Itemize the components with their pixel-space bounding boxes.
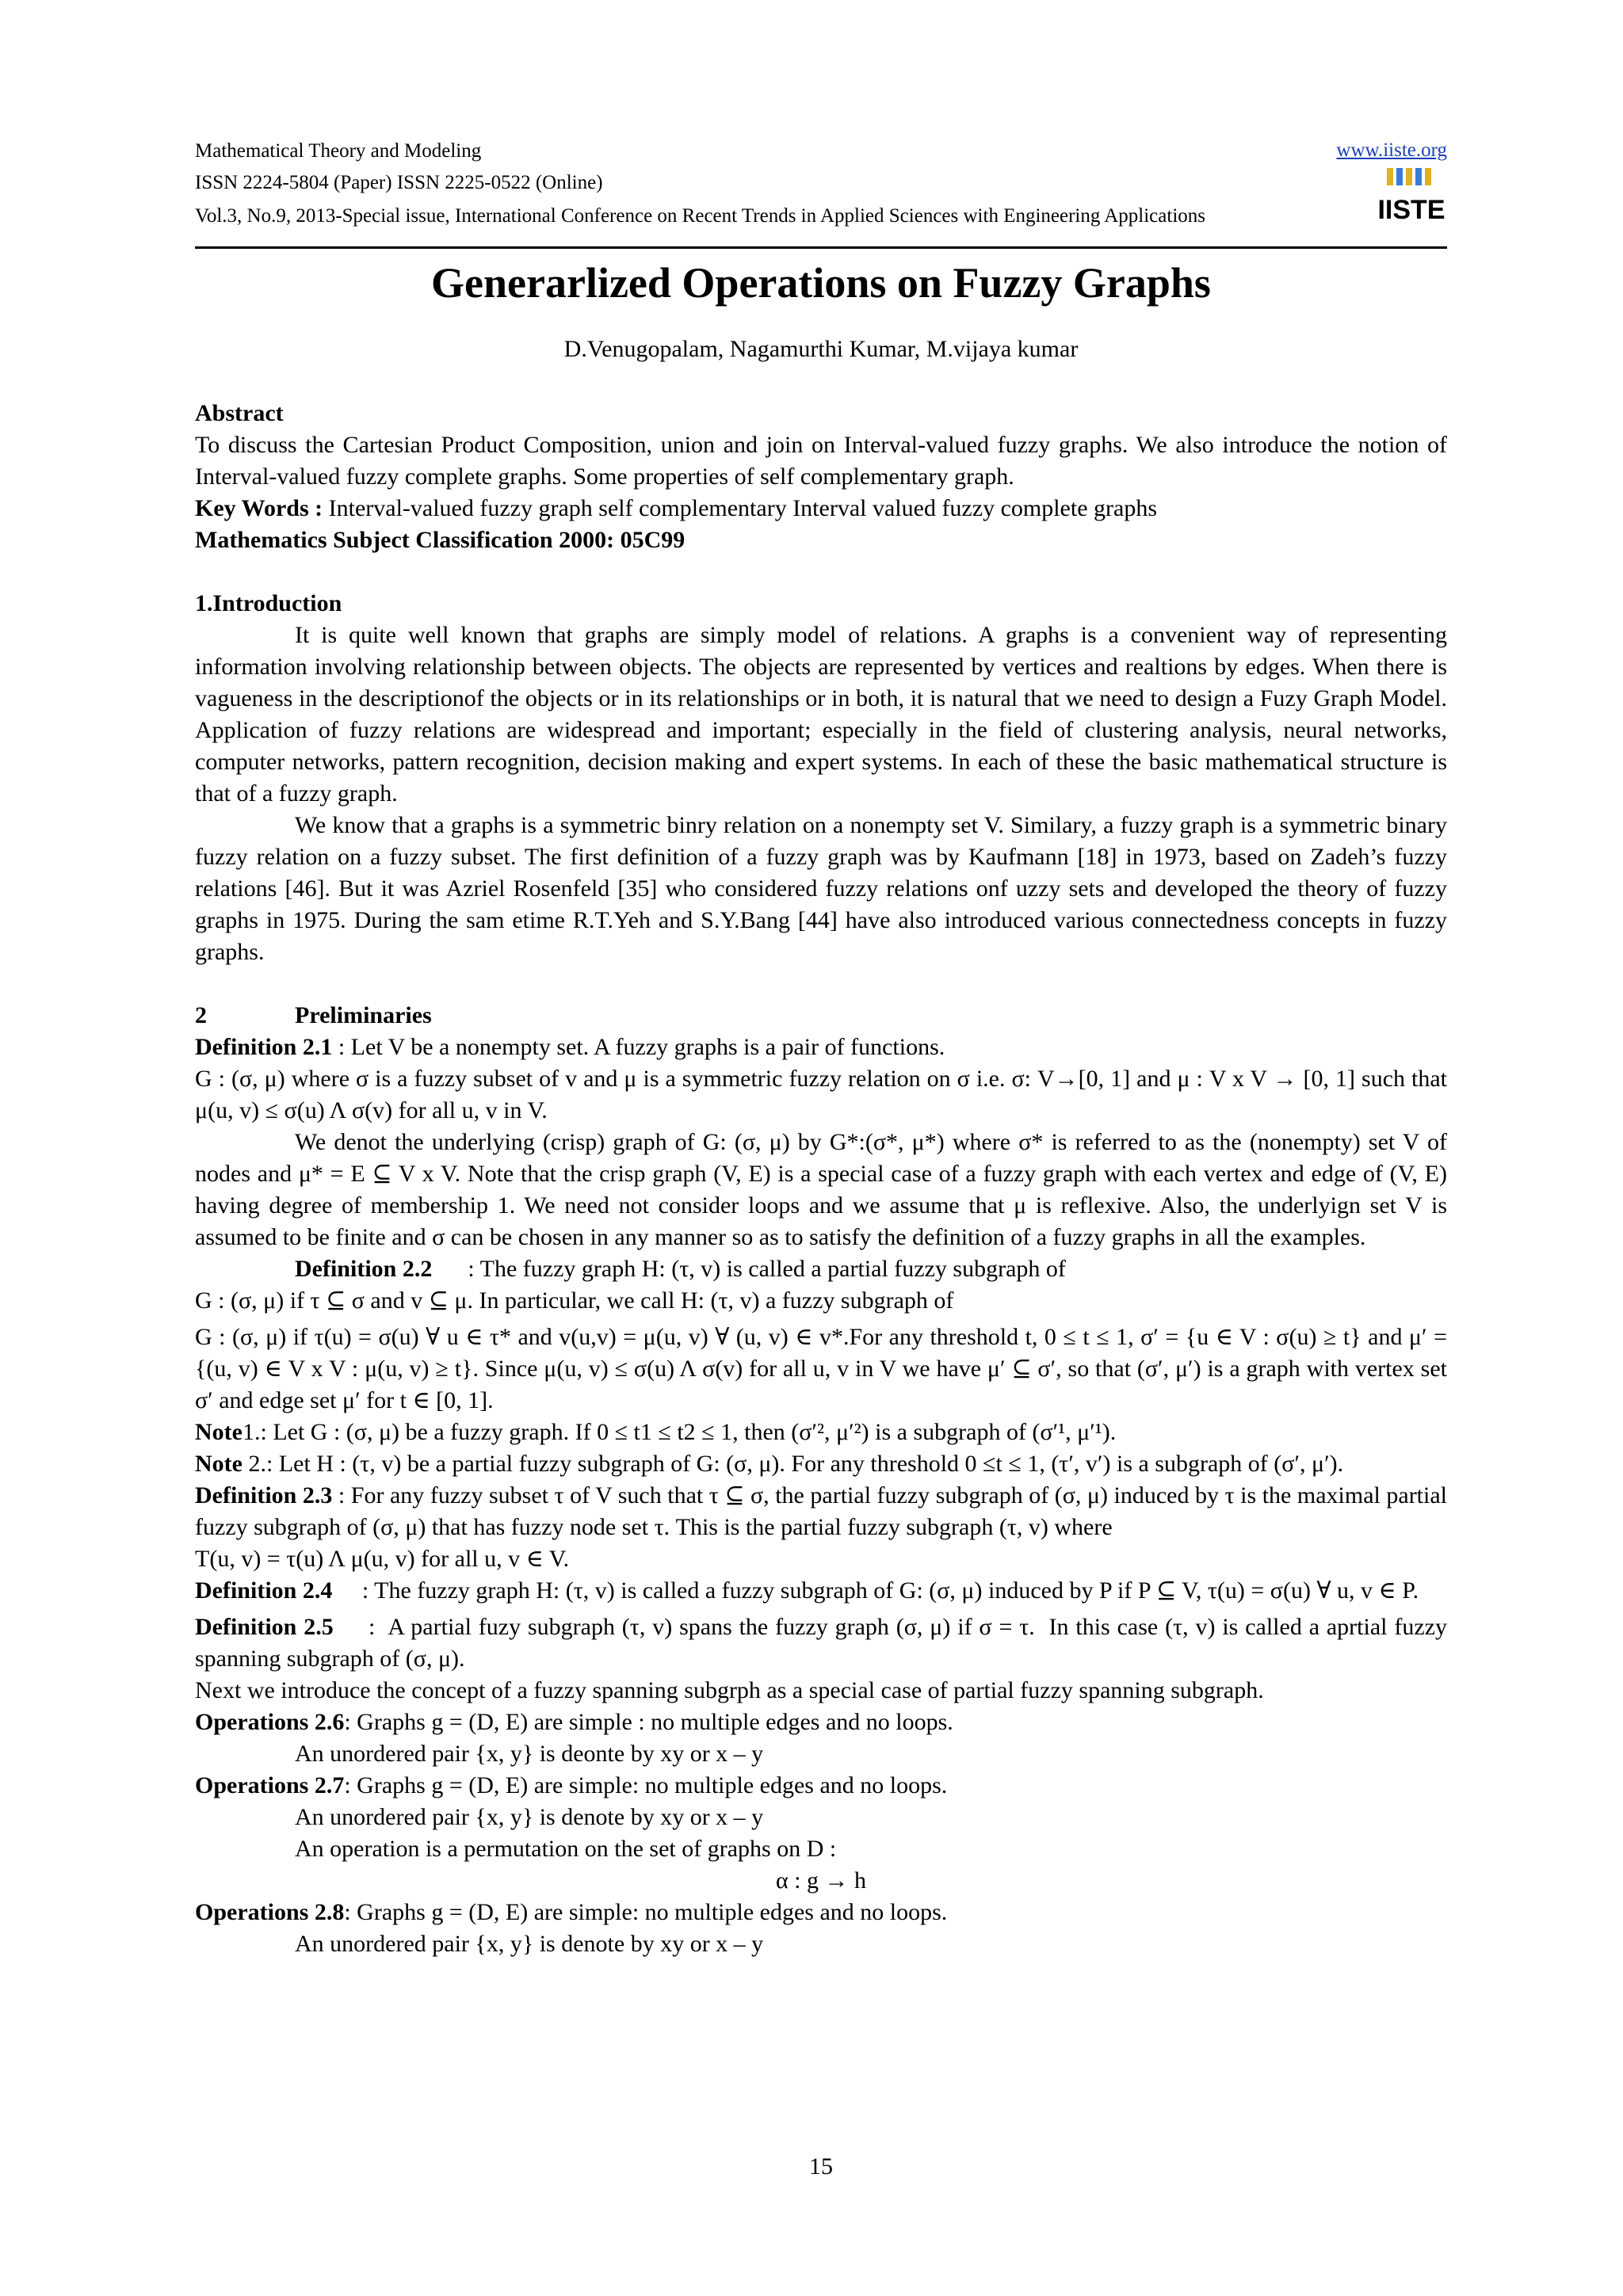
note-1: Note1.: Let G : (σ, μ) be a fuzzy graph. If 0 ≤ t1 ≤ t2 ≤ 1, then (σ′², μ′²) is a subgraph of (σ′¹, μ′¹). [195, 1419, 1117, 1445]
svg-text:IISTE: IISTE [1377, 195, 1445, 225]
section-title: Preliminaries [295, 1002, 432, 1028]
definition-2-1: Definition 2.1 : Let V be a nonempty set. A fuzzy graphs is a pair of functions. [195, 1034, 945, 1060]
definition-2-1-body: G : (σ, μ) where σ is a fuzzy subset of v and μ is a symmetric fuzzy relation on σ i.e. σ: V→[0, 1] and μ : V x V → [0, 1] such that μ(u, v) ≤ σ(u) Λ σ(v) for all u, v in V. [195, 1066, 1447, 1123]
journal-name: Mathematical Theory and Modeling [195, 140, 482, 162]
operations-2-8: Operations 2.8: Graphs g = (D, E) are simple: no multiple edges and no loops. [195, 1899, 948, 1925]
author-list: D.Venugopalam, Nagamurthi Kumar, M.vijaya kumar [563, 336, 1079, 362]
abstract-text: To discuss the Cartesian Product Composition, union and join on Interval-valued fuzzy graphs. We also introduce the notion of Interval-valued fuzzy complete graphs. Some properties of self complementary graph. [195, 432, 1447, 490]
intro-paragraph-2: We know that a graphs is a symmetric binry relation on a nonempty set V. Similary, a fuzzy graph is a symmetric binary fuzzy relation on a fuzzy subset. The first definition of a fuzzy graph was by Kaufmann [18] in 1973, based on Zadeh’s fuzzy relations [46]. But it was Azriel Rosenfeld [35] who considered fuzzy relations onf uzzy sets and developed the theory of fuzzy graphs in 1975. During the sam etime R.T.Yeh and S.Y.Bang [44] have also introduced various connectedness concepts in fuzzy graphs. [195, 812, 1447, 965]
issn-line: ISSN 2224-5804 (Paper) ISSN 2225-0522 (Online) [195, 172, 603, 193]
page-number: 15 [809, 2153, 833, 2180]
iiste-logo [1377, 166, 1445, 228]
abstract-heading: Abstract [195, 400, 284, 426]
operations-2-6-pair: An unordered pair {x, y} is deonte by xy or x – y [295, 1741, 764, 1767]
next-paragraph: Next we introduce the concept of a fuzzy spanning subgrph as a special case of partial fuzzy spanning subgraph. [195, 1677, 1264, 1703]
operations-2-7-permutation: An operation is a permutation on the set of graphs on D : [295, 1836, 837, 1862]
intro-heading: 1.Introduction [195, 590, 342, 616]
header-rule [195, 246, 1447, 249]
volume-line: Vol.3, No.9, 2013-Special issue, International Conference on Recent Trends in Applied Sciences with Engineering Applications [195, 205, 1205, 227]
definition-2-5: Definition 2.5 : A partial fuzy subgraph (τ, v) spans the fuzzy graph (σ, μ) if σ = τ. In this case (τ, v) is called a aprtial fuzzy spanning subgraph of (σ, μ). [195, 1614, 1453, 1672]
paper-body [195, 398, 1453, 1960]
definition-2-4: Definition 2.4 : The fuzzy graph H: (τ, v) is called a fuzzy subgraph of G: (σ, μ) induced by P if P ⊆ V, τ(u) = σ(u) ∀ u, v ∈ P. [195, 1577, 1419, 1604]
note-2: Note 2.: Let H : (τ, v) be a partial fuzzy subgraph of G: (σ, μ). For any threshold 0 ≤t ≤ 1, (τ′, v′) is a subgraph of (σ′, μ′). [195, 1451, 1344, 1477]
definition-2-3-equation: T(u, v) = τ(u) Λ μ(u, v) for all u, v ∈ V. [195, 1546, 570, 1572]
msc-line: Mathematics Subject Classification 2000: 05C99 [195, 527, 685, 553]
keywords-line [195, 493, 1447, 524]
operations-2-7: Operations 2.7: Graphs g = (D, E) are simple: no multiple edges and no loops. [195, 1772, 948, 1798]
keywords-text: Interval-valued fuzzy graph self complementary Interval valued fuzzy complete graphs [323, 495, 1157, 521]
paper-title: Generarlized Operations on Fuzzy Graphs [431, 259, 1211, 307]
journal-url-link[interactable]: www.iiste.org [1336, 139, 1447, 161]
definition-2-2-body-1: G : (σ, μ) if τ ⊆ σ and v ⊆ μ. In particular, we call H: (τ, v) a fuzzy subgraph of [195, 1287, 954, 1314]
operations-2-7-pair: An unordered pair {x, y} is denote by xy or x – y [295, 1804, 764, 1830]
keywords-label: Key Words : [195, 495, 323, 521]
section-number: 2 [195, 1002, 207, 1028]
prelim-heading [195, 1000, 1447, 1032]
operations-2-7-mapping: α : g → h [775, 1867, 867, 1894]
intro-paragraph-1: It is quite well known that graphs are simply model of relations. A graphs is a convenient way of representing information involving relationship between objects. The objects are represented by vertices and realtions by edges. When there is vagueness in the descriptionof the objects or in its relationships or in both, it is natural that we need to design a Fuzy Graph Model. Application of fuzzy relations are widespread and important; especially in the field of clustering analysis, neural networks, computer networks, pattern recognition, decision making and expert systems. In each of these the basic mathematical structure is that of a fuzzy graph. [195, 622, 1447, 807]
definition-2-3: Definition 2.3 : For any fuzzy subset τ of V such that τ ⊆ σ, the partial fuzzy subgraph of (σ, μ) induced by τ is the maximal partial fuzzy subgraph of (σ, μ) that has fuzzy node set τ. This is the partial fuzzy subgraph (τ, v) where [195, 1482, 1447, 1540]
definition-2-2: Definition 2.2 : The fuzzy graph H: (τ, v) is called a partial fuzzy subgraph of [295, 1256, 1066, 1282]
denote-paragraph: We denot the underlying (crisp) graph of G: (σ, μ) by G*:(σ*, μ*) where σ* is referred to as the (nonempty) set V of nodes and μ* = E ⊆ V x V. Note that the crisp graph (V, E) is a special case of a fuzzy graph with each vertex and edge of (V, E) having degree of membership 1. We need not consider loops and we assume that μ is reflexive. Also, the underlyign set V is assumed to be finite and σ can be chosen in any manner so as to satisfy the definition of a fuzzy graphs in all the examples. [195, 1129, 1447, 1250]
operations-2-8-pair: An unordered pair {x, y} is denote by xy or x – y [295, 1931, 764, 1957]
definition-2-2-body-2: G : (σ, μ) if τ(u) = σ(u) ∀ u ∈ τ* and v(u,v) = μ(u, v) ∀ (u, v) ∈ v*.For any threshold t, 0 ≤ t ≤ 1, σ′ = {u ∈ V : σ(u) ≥ t} and μ′ = {(u, v) ∈ V x V : μ(u, v) ≥ t}. Since μ(u, v) ≤ σ(u) Λ σ(v) for all u, v in V we have μ′ ⊆ σ′, so that (σ′, μ′) is a graph with vertex set σ′ and edge set μ′ for t ∈ [0, 1]. [195, 1324, 1447, 1413]
operations-2-6: Operations 2.6: Graphs g = (D, E) are simple : no multiple edges and no loops. [195, 1709, 953, 1735]
